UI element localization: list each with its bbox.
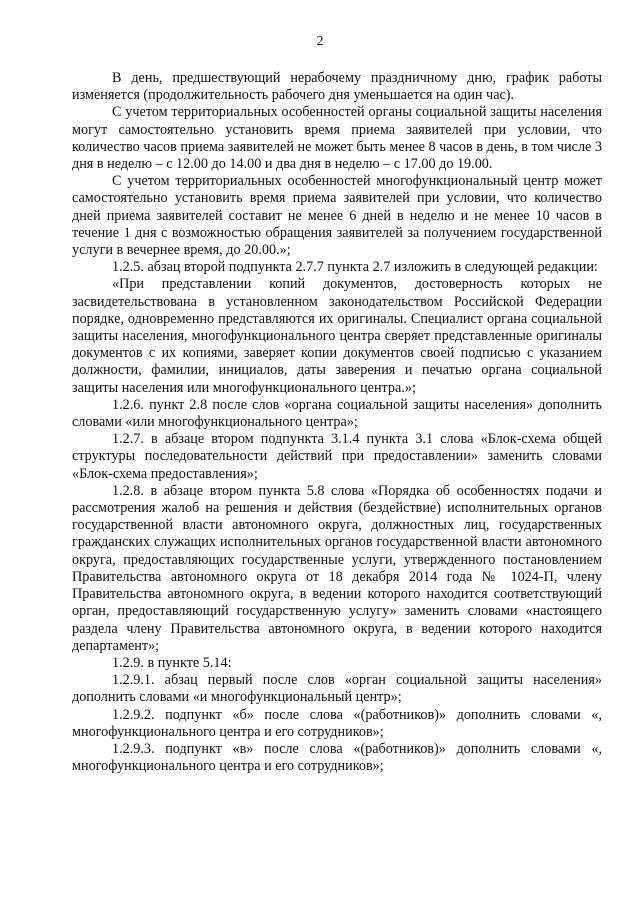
paragraph-1-2-8: 1.2.8. в абзаце втором пункта 5.8 слова «Порядка об особенностях подачи и рассмотрения жалоб на решения и действия (бездействие) исполнительных органов государственной власти автономного округа, должностных лиц, государственных гражданских служащих исполнительных органов государственной власти автономного округа, предоставляющих государственные услуги, утвержденного постановлением Правительства автономного округа от 18 декабря 2014 года № 1024-П, члену Правительства автономного округа, в ведении которого находится соответствующий орган, предоставляющий государственную услугу» заменить словами «настоящего раздела члену Правительства автономного округа, в ведении которого находится департамент»;	[72, 482, 602, 654]
document-body	[72, 70, 602, 775]
paragraph-schedule-holiday: В день, предшествующий нерабочему праздничному дню, график работы изменяется (продолжительность рабочего дня уменьшается на один час).	[72, 70, 602, 104]
paragraph-1-2-7: 1.2.7. в абзаце втором подпункта 3.1.4 пункта 3.1 слова «Блок-схема общей структуры последовательности действий при предоставлении» заменить словами «Блок-схема предоставления»;	[72, 431, 602, 482]
paragraph-1-2-9-3: 1.2.9.3. подпункт «в» после слова «(работников)» дополнить словами «, многофункционального центра и его сотрудников»;	[72, 740, 602, 775]
paragraph-1-2-5: 1.2.5. абзац второй подпункта 2.7.7 пункта 2.7 изложить в следующей редакции:	[112, 259, 598, 276]
paragraph-1-2-9: 1.2.9. в пункте 5.14:	[112, 654, 232, 671]
paragraph-1-2-9-2: 1.2.9.2. подпункт «б» после слова «(работников)» дополнить словами «, многофункционального центра и его сотрудников»;	[72, 706, 602, 740]
paragraph-1-2-6: 1.2.6. пункт 2.8 после слов «органа социальной защиты населения» дополнить словами «или многофункционального центра»;	[72, 396, 602, 431]
paragraph-1-2-9-1: 1.2.9.1. абзац первый после слов «орган социальной защиты населения» дополнить словами «и многофункциональный центр»;	[72, 672, 602, 706]
paragraph-quoted-copies: «При представлении копий документов, достоверность которых не засвидетельствована в установленном законодательством Российской Федерации порядке, одновременно представляются их оригиналы. Специалист органа социальной защиты населения, многофункционального центра сверяет представленные оригиналы документов с их копиями, заверяет копии документов своей подписью с указанием должности, фамилии, инициалов, даты заверения и печатью органа социальной защиты населения или многофункционального центра.»;	[72, 276, 602, 396]
page-number: 2	[316, 34, 324, 49]
paragraph-social-protection-hours: С учетом территориальных особенностей органы социальной защиты населения могут самостоятельно установить время приема заявителей при условии, что количество часов приема заявителей не может быть менее 8 часов в день, в том числе 3 дня в неделю – с 12.00 до 14.00 и два дня в неделю – с 17.00 до 19.00.	[72, 104, 602, 173]
paragraph-mfc-hours: С учетом территориальных особенностей многофункциональный центр может самостоятельно установить время приема заявителей при условии, что количество дней приема заявителей составит не менее 6 дней в неделю и не менее 10 часов в течение 1 дня с возможностью обращения заявителей за получением государственной услуги в вечернее время, до 20.00.»;	[72, 173, 602, 259]
